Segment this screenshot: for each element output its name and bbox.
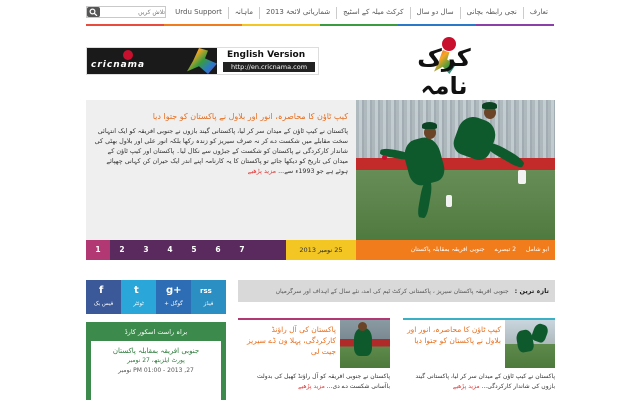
batsman-figure-icon bbox=[187, 48, 217, 74]
nav-urdu-support[interactable]: Urdu Support bbox=[175, 8, 222, 16]
google-plus-label: گوگل + bbox=[164, 301, 183, 307]
featured-slider bbox=[86, 100, 555, 260]
rss-button[interactable] bbox=[191, 280, 226, 314]
color-stripe-segment bbox=[398, 24, 476, 26]
player-cap bbox=[422, 122, 437, 129]
article-excerpt: پاکستان نے جنوبی افریقہ کو آل راؤنڈ کھیل کی بدولت باآسانی شکست دے دی... bbox=[257, 373, 390, 390]
banner-english-version: English Version bbox=[227, 50, 306, 60]
featured-body bbox=[94, 126, 348, 176]
color-stripe bbox=[86, 24, 554, 26]
article-read-more[interactable]: مزید پڑھیے bbox=[452, 383, 480, 390]
nav-item-4[interactable]: کرکٹ میلہ کے اسٹیج bbox=[336, 7, 409, 19]
facebook-button[interactable] bbox=[86, 280, 121, 314]
pager-item-4[interactable]: 4 bbox=[167, 245, 173, 254]
featured-author[interactable]: ابو شامل bbox=[526, 246, 549, 253]
color-stripe-segment bbox=[86, 24, 164, 26]
nav-item-3[interactable]: شماریاتی لائحۂ 2013 bbox=[259, 7, 336, 19]
twitter-icon: t bbox=[134, 285, 139, 296]
color-stripe-segment bbox=[320, 24, 398, 26]
facebook-icon: f bbox=[99, 285, 104, 296]
scorecard-time: PM 01:00 - 2013 ,27 نومبر bbox=[118, 367, 194, 374]
banner-english-block bbox=[219, 48, 319, 74]
featured-excerpt: پاکستان نے کیپ ٹاؤن کے میدان سر کر لیا، پاکستانی گیند بازوں نے جنوبی افریقہ کو ایک انتہائی سخت مقابلے میں شکست دے کر نہ صرف سیریز کو زندہ رکھا بلکہ انور علی اور بلاول بھٹی کی شاندار کارکردگی نے پاکستان کو شکست کے جبڑوں سے نکال لیا۔ پاکستان اور کیپ ٹاؤن کے میدان کی تاریخ کو دیکھا جائے تو پاکستان کا یہ کارنامہ اپنے اندر ایک حیران کن کہانی چھپائے ہوئے ہے جو 1993ء سے... bbox=[94, 127, 348, 175]
color-stripe-segment bbox=[476, 24, 554, 26]
article-thumbnail[interactable] bbox=[340, 320, 390, 368]
article-body bbox=[403, 372, 555, 392]
top-navigation bbox=[169, 7, 554, 19]
english-version-banner[interactable] bbox=[86, 47, 319, 75]
player-figure bbox=[530, 322, 549, 344]
scorecard-content[interactable] bbox=[91, 341, 221, 400]
advertising-board bbox=[356, 158, 555, 170]
featured-text-panel bbox=[86, 100, 356, 240]
rss-icon: rss bbox=[200, 287, 212, 295]
banner-brand-block bbox=[87, 48, 217, 74]
twitter-label: ٹوئٹر bbox=[133, 301, 144, 307]
search-icon bbox=[89, 8, 98, 16]
rss-label: فیڈز bbox=[203, 301, 214, 307]
article-card bbox=[238, 318, 390, 400]
player-head bbox=[358, 322, 367, 331]
news-ticker bbox=[238, 280, 555, 302]
live-scorecard bbox=[86, 322, 226, 400]
search-button[interactable] bbox=[87, 7, 100, 17]
nav-item-2[interactable]: ماہانہ bbox=[228, 7, 259, 19]
player-figure bbox=[354, 328, 372, 356]
cricket-ball-icon bbox=[123, 50, 133, 60]
banner-url: http://en.cricnama.com bbox=[223, 62, 315, 72]
featured-image[interactable] bbox=[356, 100, 555, 240]
article-title[interactable]: پاکستان کی آل راؤنڈ کارکردگی، پہلا ون ڈے سیریز جیت لی bbox=[246, 325, 336, 356]
player-pads bbox=[518, 170, 526, 184]
ticker-text[interactable]: جنوبی افریقہ پاکستان سیریز ، پاکستانی کرکٹ ٹیم کی آمد، نئے سال کے اہداف اور سرگرمیاں bbox=[275, 287, 509, 295]
google-plus-button[interactable] bbox=[156, 280, 191, 314]
article-excerpt: پاکستان نے کیپ ٹاؤن کے میدان سر کر لیا، پاکستانی گیند بازوں کی شاندار کارکردگی... bbox=[415, 373, 555, 390]
article-thumbnail[interactable] bbox=[505, 320, 555, 368]
article-body bbox=[238, 372, 390, 392]
pager-item-2[interactable]: 2 bbox=[119, 245, 125, 254]
pager-item-5[interactable]: 5 bbox=[191, 245, 197, 254]
search-box[interactable] bbox=[86, 6, 166, 18]
article-card bbox=[403, 318, 555, 400]
twitter-button[interactable] bbox=[121, 280, 156, 314]
google-plus-icon: g+ bbox=[166, 285, 182, 296]
pager-item-1[interactable]: 1 bbox=[86, 240, 110, 260]
featured-read-more[interactable]: مزید پڑھیے bbox=[247, 167, 277, 175]
pager-item-3[interactable]: 3 bbox=[143, 245, 149, 254]
site-logo[interactable] bbox=[404, 36, 554, 100]
player-cap bbox=[482, 102, 497, 109]
nav-item-6[interactable]: نجی رابطہ بچانی bbox=[460, 7, 523, 19]
ticker-label: تازہ ترین : bbox=[514, 287, 549, 295]
banner-brand: cricnama bbox=[91, 60, 146, 70]
player-pads bbox=[446, 195, 452, 207]
nav-item-about[interactable]: تعارف bbox=[523, 7, 554, 19]
logo-text: کرک نامہ bbox=[417, 44, 471, 100]
top-bar bbox=[0, 0, 640, 24]
nav-item-5[interactable]: سال دو سال bbox=[410, 7, 460, 19]
pager-item-6[interactable]: 6 bbox=[215, 245, 221, 254]
featured-meta bbox=[356, 240, 555, 260]
color-stripe-segment bbox=[242, 24, 320, 26]
slider-pager bbox=[86, 240, 286, 260]
featured-category[interactable]: جنوبی افریقہ بمقابلہ پاکستان bbox=[410, 246, 485, 253]
featured-date: 25 نومبر 2013 bbox=[286, 240, 356, 260]
social-links bbox=[86, 280, 226, 314]
article-title[interactable]: کیپ ٹاؤن کا محاصرہ، انور اور بلاول نے پاکستان کو جتوا دیا bbox=[407, 325, 501, 345]
article-read-more[interactable]: مزید پڑھیے bbox=[298, 383, 325, 390]
pager-item-7[interactable]: 7 bbox=[239, 245, 245, 254]
featured-comments[interactable]: 2 تبصرے bbox=[494, 246, 517, 253]
color-stripe-segment bbox=[164, 24, 242, 26]
featured-title[interactable]: کیپ ٹاؤن کا محاصرہ، انور اور بلاول نے پاکستان کو جتوا دیا bbox=[152, 112, 348, 121]
cricket-ball-icon bbox=[382, 155, 387, 160]
search-input[interactable] bbox=[102, 7, 165, 17]
scorecard-match[interactable]: جنوبی افریقہ بمقابلہ پاکستان bbox=[112, 347, 200, 355]
facebook-label: فیس بک bbox=[93, 301, 114, 307]
scorecard-title: براہ راست اسکور کارڈ bbox=[124, 328, 188, 336]
scorecard-venue: پورٹ ایلزبتھ، 27 نومبر bbox=[127, 357, 185, 364]
